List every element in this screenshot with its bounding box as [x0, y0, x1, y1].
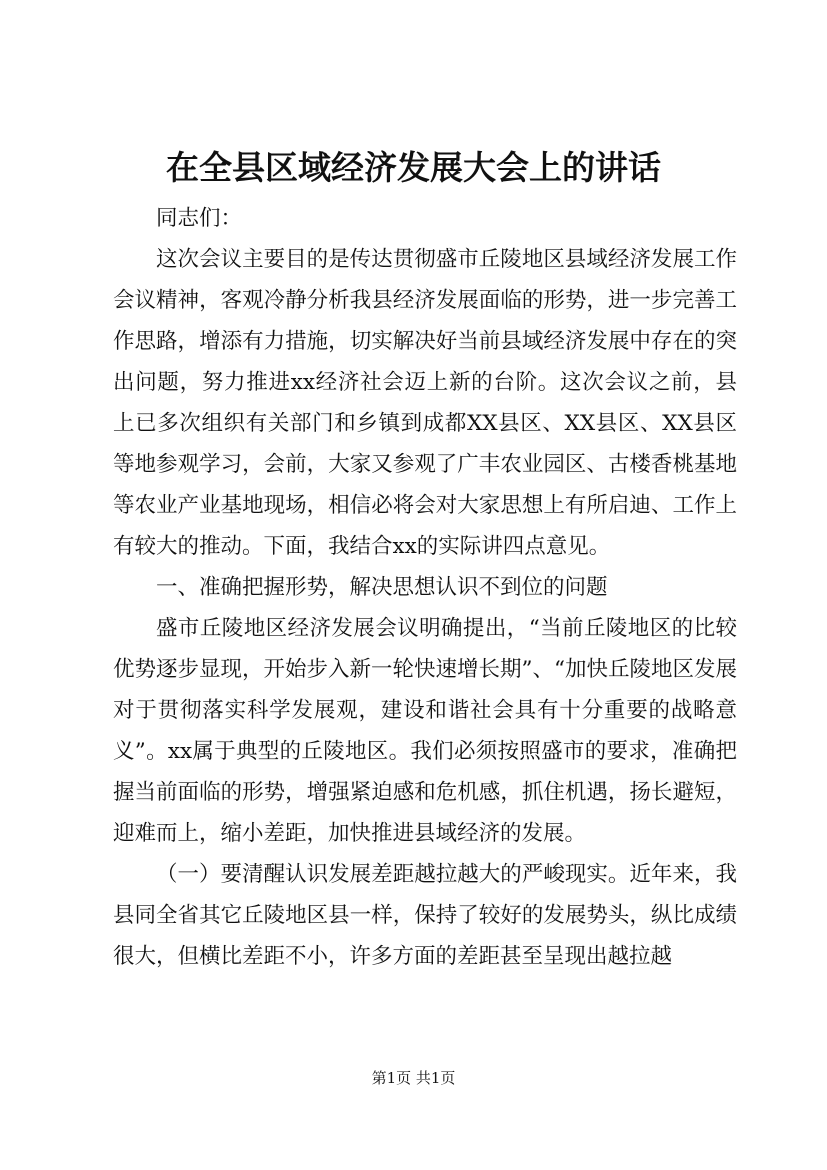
paragraph-subsection-1: （一）要清醒认识发展差距越拉越大的严峻现实。近年来，我县同全省其它丘陵地区县一样，保持了较好的发展势头，纵比成绩很大，但横比差距不小，许多方面的差距甚至呈现出越拉越 — [113, 862, 737, 969]
salutation: 同志们： — [156, 206, 243, 231]
page-footer: 第1页 共1页 — [371, 1069, 456, 1087]
document-body — [113, 198, 737, 977]
paragraph-intro: 这次会议主要目的是传达贯彻盛市丘陵地区县域经济发展工作会议精神，客观冷静分析我县经济发展面临的形势，进一步完善工作思路，增添有力措施，切实解决好当前县域经济发展中存在的突出问题，努力推进xx经济社会迈上新的台阶。这次会议之前，县上已多次组织有关部门和乡镇到成都XX县区、XX县区、XX县区等地参观学习，会前，大家又参观了广丰农业园区、古楼香桃基地等农业产业基地现场，相信必将会对大家思想上有所启迪、工作上有较大的推动。下面，我结合xx的实际讲四点意见。 — [113, 247, 737, 559]
document-title: 在全县区域经济发展大会上的讲话 — [166, 148, 661, 187]
section-heading: 一、准确把握形势，解决思想认识不到位的问题 — [156, 575, 608, 600]
paragraph-section-1: 盛市丘陵地区经济发展会议明确提出，“当前丘陵地区的比较优势逐步显现，开始步入新一轮快速增长期”、“加快丘陵地区发展对于贯彻落实科学发展观，建设和谐社会具有十分重要的战略意义”。xx属于典型的丘陵地区。我们必须按照盛市的要求，准确把握当前面临的形势，增强紧迫感和危机感，抓住机遇，扬长避短，迎难而上，缩小差距，加快推进县域经济的发展。 — [113, 616, 737, 846]
